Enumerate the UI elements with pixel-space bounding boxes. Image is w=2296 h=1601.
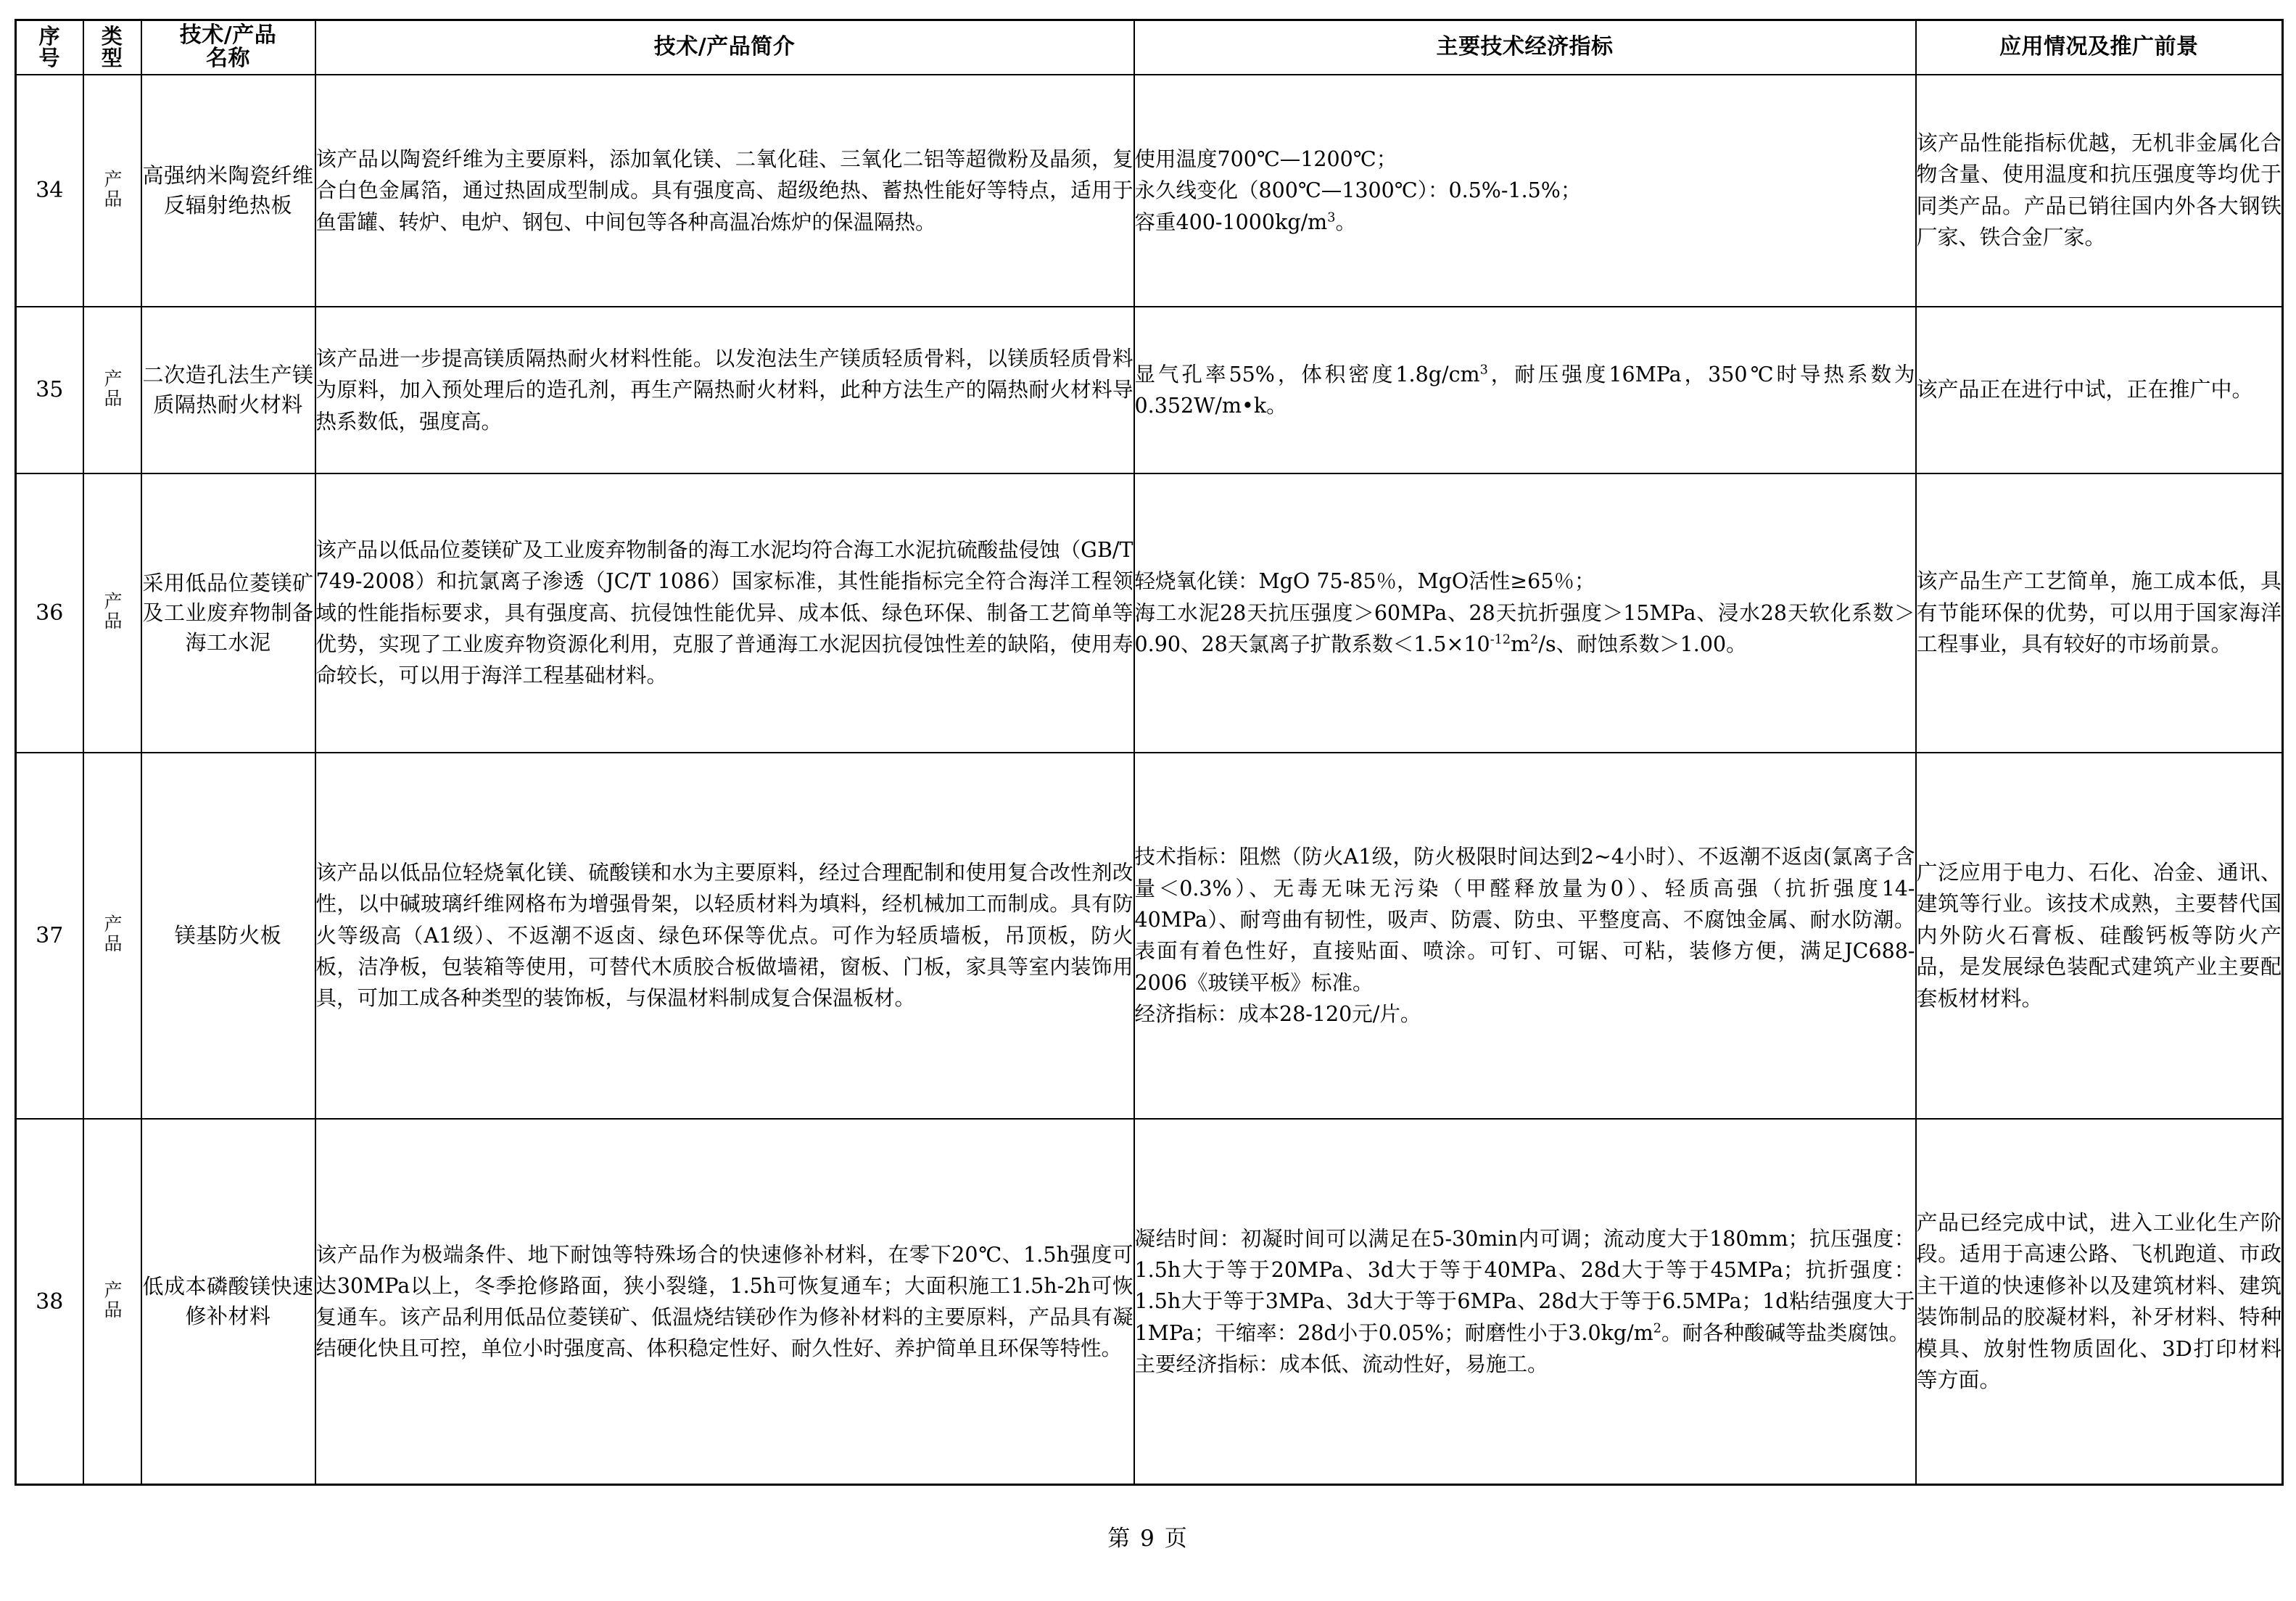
cell-application: 该产品生产工艺简单，施工成本低，具有节能环保的优势，可以用于国家海洋工程事业，具有较好的市场前景。 — [1916, 473, 2283, 753]
page-footer: 第 9 页 — [1107, 1526, 1189, 1552]
table-row — [16, 473, 2283, 753]
indicator-line: 永久线变化（800℃—1300℃）：0.5%-1.5%； — [1134, 178, 1582, 203]
cell-type — [83, 75, 141, 307]
indicator-line: 海工水泥28天抗压强度＞60MPa、28天抗折强度＞15MPa、浸水28天软化系数＞0.90、28天氯离子扩散系数$<1.5\times 10^{-12}m^2/s$、耐蚀系数＞1.00。 — [1134, 600, 1915, 657]
indicator-line: 容重$400-1000kg/m^3$。 — [1134, 210, 1356, 234]
indicator-line: 主要经济指标：成本低、流动性好，易施工。 — [1134, 1352, 1548, 1377]
cell-type — [83, 1119, 141, 1485]
cell-serial-number: 37 — [16, 753, 83, 1119]
table-header — [16, 20, 2283, 75]
indicator-line: 显气孔率55%，体积密度$1.8g/cm^3$，耐压强度16MPa，350℃时导热系数为0.352W/m•k。 — [1134, 362, 1915, 418]
cell-application: 产品已经完成中试，进入工业化生产阶段。适用于高速公路、飞机跑道、市政主干道的快速修补以及建筑材料、建筑装饰制品的胶凝材料，补牙材料、特种模具、放射性物质固化、3D打印材料等方面。 — [1916, 1119, 2283, 1485]
indicator-line: 凝结时间：初凝时间可以满足在5-30min内可调；流动度大于180mm；抗压强度：1.5h大于等于20MPa、3d大于等于40MPa、28d大于等于45MPa；抗折强度：1.5h大于等于3MPa、3d大于等于6MPa、28d大于等于6.5MPa；1d粘结强度大于1MPa；干缩率：28d小于0.05%；耐磨性小于$3.0kg/m^2$。耐各种酸碱等盐类腐蚀。 — [1134, 1226, 1915, 1345]
column-header-serial-number — [16, 20, 83, 75]
cell-type — [83, 307, 141, 473]
cell-type-vertical-text: 产品 — [102, 914, 123, 954]
cell-application: 该产品正在进行中试，正在推广中。 — [1916, 307, 2283, 473]
cell-type-vertical-text: 产品 — [102, 169, 123, 209]
column-header-name-line2: 名称 — [206, 46, 250, 72]
cell-product-name: 采用低品位菱镁矿及工业废弃物制备海工水泥 — [141, 473, 315, 753]
column-header-serial-line2: 号 — [38, 46, 60, 71]
indicator-line: 经济指标：成本28-120元/片。 — [1134, 1002, 1421, 1026]
cell-serial-number: 34 — [16, 75, 83, 307]
technology-product-table — [15, 19, 2284, 1486]
cell-type-vertical-text: 产品 — [102, 592, 123, 632]
table-row — [16, 307, 2283, 473]
column-header-type-line1: 类 — [101, 24, 123, 49]
column-header-serial-line1: 序 — [38, 24, 60, 49]
cell-indicators — [1134, 473, 1916, 753]
table-body — [16, 75, 2283, 1485]
cell-type-vertical-text: 产品 — [102, 1281, 123, 1320]
cell-serial-number: 35 — [16, 307, 83, 473]
cell-introduction: 该产品以低品位菱镁矿及工业废弃物制备的海工水泥均符合海工水泥抗硫酸盐侵蚀（GB/T 749-2008）和抗氯离子渗透（JC/T 1086）国家标准，其性能指标完全符合海洋工程领域的性能指标要求，具有强度高、抗侵蚀性能优异、成本低、绿色环保、制备工艺简单等优势，实现了工业废弃物资源化利用，克服了普通海工水泥因抗侵蚀性差的缺陷，使用寿命较长，可以用于海洋工程基础材料。 — [315, 473, 1134, 753]
cell-introduction: 该产品以陶瓷纤维为主要原料，添加氧化镁、二氧化硅、三氧化二铝等超微粉及晶须，复合白色金属箔，通过热固成型制成。具有强度高、超级绝热、蓄热性能好等特点，适用于鱼雷罐、转炉、电炉、钢包、中间包等各种高温冶炼炉的保温隔热。 — [315, 75, 1134, 307]
column-header-type-line2: 型 — [101, 46, 123, 71]
table-row — [16, 753, 2283, 1119]
column-header-introduction: 技术/产品简介 — [315, 20, 1134, 75]
indicator-line: 使用温度700℃—1200℃； — [1134, 146, 1397, 171]
cell-introduction: 该产品进一步提高镁质隔热耐火材料性能。以发泡法生产镁质轻质骨料，以镁质轻质骨料为原料，加入预处理后的造孔剂，再生产隔热耐火材料，此种方法生产的隔热耐火材料导热系数低，强度高。 — [315, 307, 1134, 473]
indicator-line: 轻烧氧化镁：MgO 75-85％，MgO活性≥65％； — [1134, 569, 1595, 594]
cell-product-name: 镁基防火板 — [141, 753, 315, 1119]
table-header-row — [16, 20, 2283, 75]
cell-application: 该产品性能指标优越，无机非金属化合物含量、使用温度和抗压强度等均优于同类产品。产品已销往国内外各大钢铁厂家、铁合金厂家。 — [1916, 75, 2283, 307]
table-row — [16, 75, 2283, 307]
cell-product-name: 低成本磷酸镁快速修补材料 — [141, 1119, 315, 1485]
column-header-name — [141, 20, 315, 75]
table-row — [16, 1119, 2283, 1485]
cell-type — [83, 473, 141, 753]
cell-type-vertical-text: 产品 — [102, 368, 123, 408]
column-header-application: 应用情况及推广前景 — [1916, 20, 2283, 75]
cell-introduction: 该产品作为极端条件、地下耐蚀等特殊场合的快速修补材料，在零下20℃、1.5h强度可达30MPa以上，冬季抢修路面，狭小裂缝，1.5h可恢复通车；大面积施工1.5h-2h可恢复通车。该产品利用低品位菱镁矿、低温烧结镁砂作为修补材料的主要原料，产品具有凝结硬化快且可控，单位小时强度高、体积稳定性好、耐久性好、养护简单且环保等特性。 — [315, 1119, 1134, 1485]
cell-type — [83, 753, 141, 1119]
column-header-name-line1: 技术/产品 — [179, 22, 277, 49]
column-header-indicators: 主要技术经济指标 — [1134, 20, 1916, 75]
indicator-line: 技术指标：阻燃（防火A1级，防火极限时间达到2~4小时）、不返潮不返卤(氯离子含量＜0.3%）、无毒无味无污染（甲醛释放量为0）、轻质高强（抗折强度14-40MPa）、耐弯曲有韧性，吸声、防震、防虫、平整度高、不腐蚀金属、耐水防潮。表面有着色性好，直接贴面、喷涂。可钉、可锯、可粘，装修方便，满足JC688-2006《玻镁平板》标准。 — [1134, 845, 1915, 995]
cell-indicators — [1134, 1119, 1916, 1485]
cell-serial-number: 36 — [16, 473, 83, 753]
cell-product-name: 高强纳米陶瓷纤维反辐射绝热板 — [141, 75, 315, 307]
cell-product-name: 二次造孔法生产镁质隔热耐火材料 — [141, 307, 315, 473]
cell-introduction: 该产品以低品位轻烧氧化镁、硫酸镁和水为主要原料，经过合理配制和使用复合改性剂改性，以中碱玻璃纤维网格布为增强骨架，以轻质材料为填料，经机械加工而制成。具有防火等级高（A1级）、不返潮不返卤、绿色环保等优点。可作为轻质墙板，吊顶板，防火板，洁净板，包装箱等使用，可替代木质胶合板做墙裙，窗板、门板，家具等室内装饰用具，可加工成各种类型的装饰板，与保温材料制成复合保温板材。 — [315, 753, 1134, 1119]
cell-application: 广泛应用于电力、石化、冶金、通讯、建筑等行业。该技术成熟，主要替代国内外防火石膏板、硅酸钙板等防火产品，是发展绿色装配式建筑产业主要配套板材材料。 — [1916, 753, 2283, 1119]
cell-indicators — [1134, 75, 1916, 307]
cell-indicators — [1134, 753, 1916, 1119]
cell-serial-number: 38 — [16, 1119, 83, 1485]
column-header-type — [83, 20, 141, 75]
cell-indicators — [1134, 307, 1916, 473]
